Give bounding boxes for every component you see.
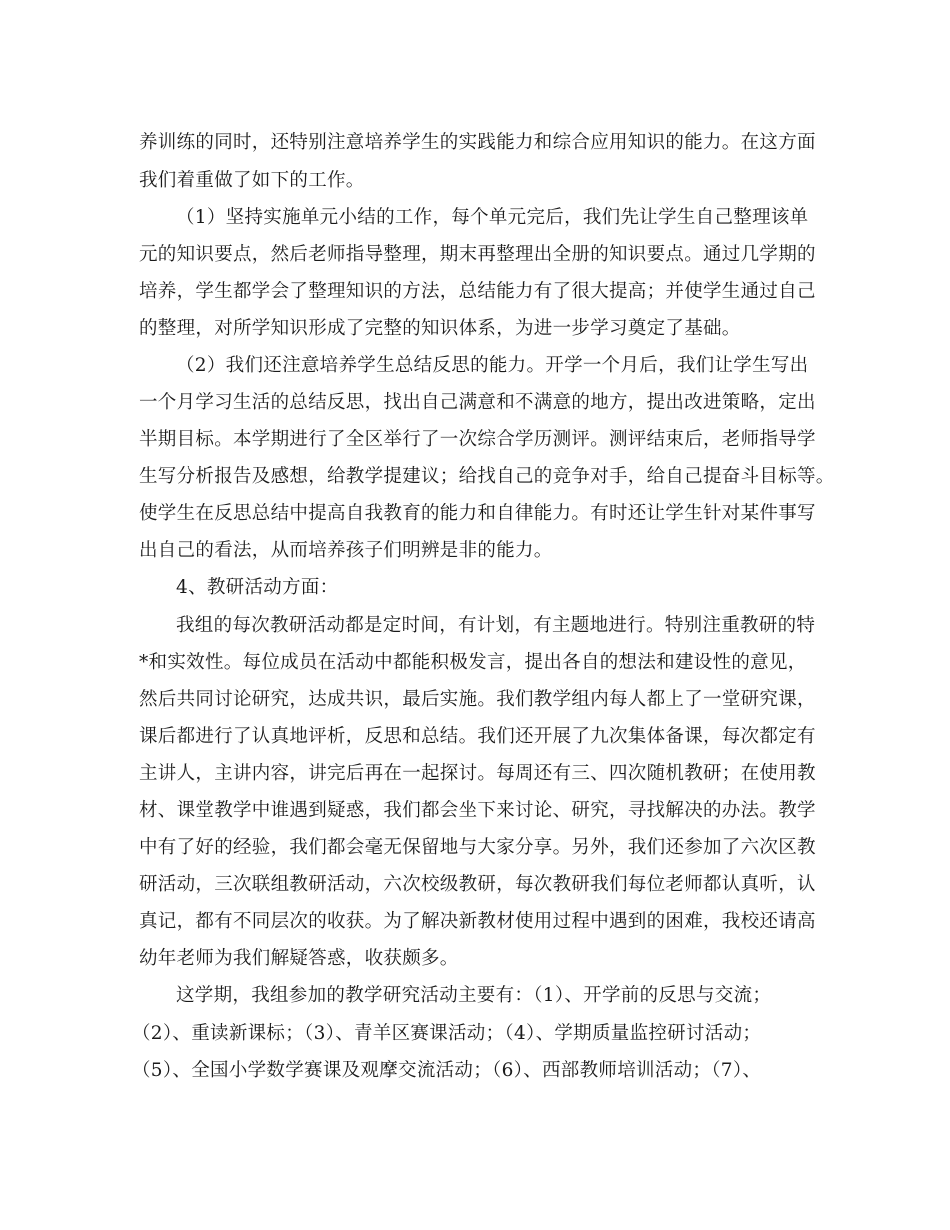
text-line: 出自己的看法，从而培养孩子们明辨是非的能力。: [139, 540, 553, 561]
text-line: 半期目标。本学期进行了全区举行了一次综合学历测评。测评结束后，老师指导学: [139, 429, 816, 450]
text-line: 这学期，我组参加的教学研究活动主要有：（1）、开学前的反思与交流；: [176, 985, 772, 1006]
text-line: 元的知识要点，然后老师指导整理，期末再整理出全册的知识要点。通过几学期的: [139, 244, 816, 265]
section-heading: 4、教研活动方面：: [176, 577, 339, 598]
text-line: *和实效性。每位成员在活动中都能积极发言，提出各自的想法和建设性的意见，: [139, 652, 807, 673]
text-line: 研活动，三次联组教研活动，六次校级教研，每次教研我们每位老师都认真听，认: [139, 874, 816, 895]
text-line: （5）、全国小学数学赛课及观摩交流活动；（6）、西部教师培训活动；（7）、: [132, 1060, 762, 1081]
text-line: 培养，学生都学会了整理知识的方法，总结能力有了很大提高；并使学生通过自己: [139, 281, 816, 302]
text-line: 使学生在反思总结中提高自我教育的能力和自律能力。有时还让学生针对某件事写: [139, 503, 816, 524]
text-line: 真记，都有不同层次的收获。为了解决新教材使用过程中遇到的困难，我校还请高: [139, 911, 816, 932]
text-line: 主讲人，主讲内容，讲完后再在一起探讨。每周还有三、四次随机教研；在使用教: [139, 763, 816, 784]
text-line: 我们着重做了如下的工作。: [139, 170, 365, 191]
text-line: （2）我们还注意培养学生总结反思的能力。开学一个月后，我们让学生写出: [176, 355, 809, 376]
text-line: 养训练的同时，还特别注意培养学生的实践能力和综合应用知识的能力。在这方面: [139, 132, 816, 153]
text-line: 我组的每次教研活动都是定时间，有计划，有主题地进行。特别注重教研的特: [176, 615, 816, 636]
text-line: 材、课堂教学中谁遇到疑惑，我们都会坐下来讨论、研究，寻找解决的办法。教学: [139, 800, 816, 821]
text-line: 的整理，对所学知识形成了完整的知识体系，为进一步学习奠定了基础。: [139, 318, 741, 339]
text-line: 生写分析报告及感想，给教学提建议；给找自己的竞争对手，给自己提奋斗目标等。: [139, 466, 835, 487]
text-line: 然后共同讨论研究，达成共识，最后实施。我们教学组内每人都上了一堂研究课，: [139, 689, 816, 710]
text-line: 幼年老师为我们解疑答惑，收获颇多。: [139, 948, 459, 969]
text-line: 课后都进行了认真地评析，反思和总结。我们还开展了九次集体备课，每次都定有: [139, 726, 816, 747]
text-line: （1）坚持实施单元小结的工作，每个单元完后，我们先让学生自己整理该单: [176, 207, 809, 228]
text-line: 一个月学习生活的总结反思，找出自己满意和不满意的地方，提出改进策略，定出: [139, 392, 816, 413]
text-line: （2）、重读新课标；（3）、青羊区赛课活动；（4）、学期质量监控研讨活动；: [132, 1023, 762, 1044]
text-line: 中有了好的经验，我们都会毫无保留地与大家分享。另外，我们还参加了六次区教: [139, 837, 816, 858]
